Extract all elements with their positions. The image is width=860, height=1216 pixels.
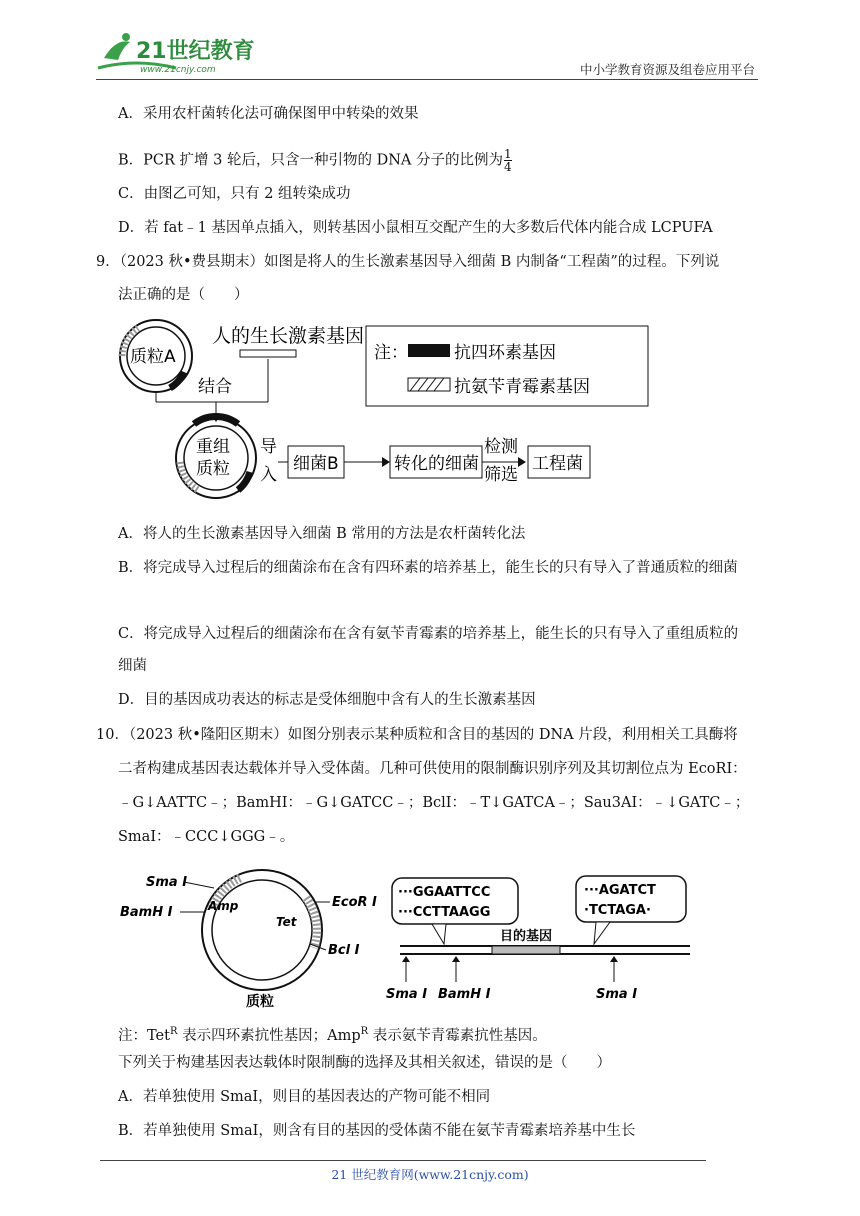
svg-text:···AGATCT: ···AGATCT: [584, 883, 656, 898]
svg-text:···GGAATTCC: ···GGAATTCC: [398, 885, 491, 900]
q10-stem-4: SmaⅠ：﹣CCC↓GGG﹣。: [118, 829, 295, 845]
svg-text:细菌B: 细菌B: [293, 454, 339, 474]
q10-note: 注：Tet$^R$ 表示四环素抗性基因；Amp$^R$ 表示氨苄青霉素抗性基因。: [118, 1026, 547, 1044]
footer-text: 21 世纪教育网(www.21cnjy.com): [331, 1167, 529, 1182]
svg-text:EcoR Ⅰ: EcoR Ⅰ: [332, 895, 377, 910]
svg-text:Sma Ⅰ: Sma Ⅰ: [596, 987, 638, 1002]
q9-stem-2: 法正确的是（ ）: [118, 287, 249, 303]
q8-option-d: D．若 fat﹣1 基因单点插入，则转基因小鼠相互交配产生的大多数后代体内能合成 LCPUFA: [118, 220, 713, 236]
svg-text:转化的细菌: 转化的细菌: [394, 454, 479, 474]
q9-stem-1: 9．（2023 秋•费县期末）如图是将人的生长激素基因导入细菌 B 内制备“工程菌”的过程。下列说: [96, 254, 720, 270]
svg-text:质粒: 质粒: [246, 994, 274, 1008]
svg-text:目的基因: 目的基因: [500, 929, 553, 944]
svg-text:·TCTAGA·: ·TCTAGA·: [584, 903, 651, 918]
header-platform-text: 中小学教育资源及组卷应用平台: [579, 62, 755, 77]
svg-text:检测: 检测: [484, 437, 518, 457]
svg-text:注：: 注：: [374, 343, 408, 363]
svg-text:重组: 重组: [196, 437, 230, 457]
svg-text:抗四环素基因: 抗四环素基因: [454, 343, 556, 363]
q8-option-a: A．采用农杆菌转化法可确保图甲中转染的效果: [118, 106, 419, 122]
q10-option-b: B．若单独使用 SmaⅠ，则含有目的基因的受体菌不能在氨苄青霉素培养基中生长: [118, 1123, 636, 1139]
svg-text:Sma Ⅰ: Sma Ⅰ: [146, 875, 188, 890]
header-divider: [96, 79, 758, 80]
svg-text:抗氨苄青霉素基因: 抗氨苄青霉素基因: [454, 377, 590, 397]
svg-text:质粒A: 质粒A: [130, 347, 176, 367]
svg-text:BamH Ⅰ: BamH Ⅰ: [438, 987, 491, 1002]
q10-figure: [110, 858, 700, 1008]
svg-text:Tet: Tet: [276, 915, 297, 929]
q10-option-a: A．若单独使用 SmaⅠ，则目的基因表达的产物可能不相同: [118, 1089, 491, 1105]
q9-option-c-line2: 细菌: [118, 658, 147, 674]
runner-icon: [104, 41, 130, 60]
q10-stem-2: 二者构建成基因表达载体并导入受体菌。几种可供使用的限制酶识别序列及其切割位点为 EcoRⅠ：: [118, 761, 747, 777]
svg-text:筛选: 筛选: [484, 465, 518, 485]
q8-option-b: B．PCR 扩增 3 轮后，只含一种引物的 DNA 分子的比例为 $\frac{1}{4}$: [118, 147, 512, 174]
svg-text:BamH Ⅰ: BamH Ⅰ: [120, 905, 173, 920]
q10-stem-1: 10．（2023 秋•隆阳区期末）如图分别表示某种质粒和含目的基因的 DNA 片段，利用相关工具酶将: [96, 727, 738, 743]
svg-text:结合: 结合: [198, 377, 232, 397]
svg-text:质粒: 质粒: [196, 459, 230, 479]
site-logo: [96, 28, 266, 78]
q9-option-c-line1: C．将完成导入过程后的细菌涂布在含有氨苄青霉素的培养基上，能生长的只有导入了重组质粒的: [118, 626, 739, 642]
q10-question: 下列关于构建基因表达载体时限制酶的选择及其相关叙述，错误的是（ ）: [118, 1055, 611, 1071]
q8-option-c: C．由图乙可知，只有 2 组转染成功: [118, 186, 351, 202]
q9-figure: [110, 312, 670, 512]
q9-option-b: B．将完成导入过程后的细菌涂布在含有四环素的培养基上，能生长的只有导入了普通质粒的细菌: [118, 560, 738, 576]
svg-text:···CCTTAAGG: ···CCTTAAGG: [398, 905, 491, 920]
svg-text:21世纪教育: 21世纪教育: [136, 39, 255, 64]
svg-text:www.21cnjy.com: www.21cnjy.com: [140, 65, 216, 75]
fraction-one-quarter: $\frac{1}{4}$: [503, 147, 512, 174]
svg-text:Amp: Amp: [208, 899, 239, 913]
svg-text:人的生长激素基因: 人的生长激素基因: [212, 325, 365, 347]
svg-text:入: 入: [260, 465, 277, 485]
q9-option-a: A．将人的生长激素基因导入细菌 B 常用的方法是农杆菌转化法: [118, 526, 526, 542]
q10-stem-3: ﹣G↓AATTC﹣；BamHⅠ：﹣G↓GATCC﹣；BclⅠ：﹣T↓GATCA﹣；Sau3AⅠ：﹣↓GATC﹣；: [118, 795, 750, 811]
svg-text:导: 导: [260, 437, 277, 457]
svg-text:Bcl Ⅰ: Bcl Ⅰ: [328, 943, 360, 958]
gene-bar: [240, 350, 296, 357]
q9-option-d: D．目的基因成功表达的标志是受体细胞中含有人的生长激素基因: [118, 692, 536, 708]
footer-divider: [100, 1160, 706, 1161]
svg-text:工程菌: 工程菌: [532, 454, 583, 474]
svg-text:Sma Ⅰ: Sma Ⅰ: [386, 987, 428, 1002]
